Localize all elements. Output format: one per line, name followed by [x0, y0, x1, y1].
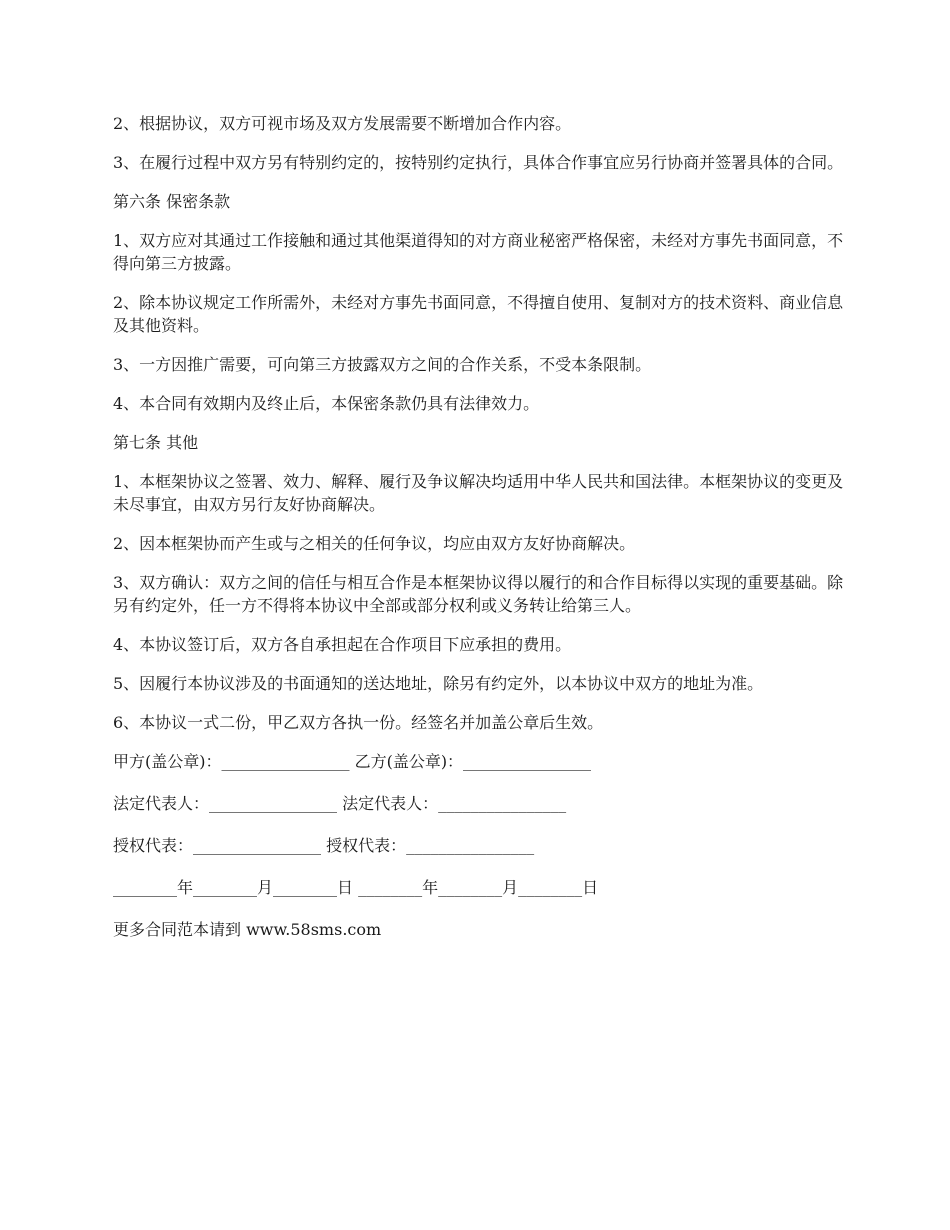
clause-6-item-2: 2、除本协议规定工作所需外，未经对方事先书面同意，不得擅自使用、复制对方的技术资料、商业信息及其他资料。 [113, 293, 844, 335]
signature-line-party-seal: 甲方(盖公章)：________________ 乙方(盖公章)：________________ [113, 752, 592, 771]
clause-7-item-6: 6、本协议一式二份，甲乙双方各执一份。经签名并加盖公章后生效。 [113, 713, 604, 732]
clause-7-item-3: 3、双方确认：双方之间的信任与相互合作是本框架协议得以履行的和合作目标得以实现的重要基础。除另有约定外，任一方不得将本协议中全部或部分权利或义务转让给第三人。 [113, 573, 844, 615]
clause-5-item-2: 2、根据协议，双方可视市场及双方发展需要不断增加合作内容。 [113, 114, 572, 133]
clause-7-item-4: 4、本协议签订后，双方各自承担起在合作项目下应承担的费用。 [113, 635, 572, 654]
footer-note: 更多合同范本请到 www.58sms.com [113, 920, 382, 939]
section-heading-article-7: 第七条 其他 [113, 433, 199, 452]
signature-line-authorized-rep: 授权代表：________________ 授权代表：________________ [113, 836, 535, 855]
clause-7-item-1: 1、本框架协议之签署、效力、解释、履行及争议解决均适用中华人民共和国法律。本框架协议的变更及未尽事宜，由双方另行友好协商解决。 [113, 472, 844, 514]
section-heading-article-6: 第六条 保密条款 [113, 192, 231, 211]
clause-7-item-5: 5、因履行本协议涉及的书面通知的送达地址，除另有约定外，以本协议中双方的地址为准。 [113, 674, 764, 693]
signature-line-date: ________年________月________日 ________年________月________日 [113, 878, 599, 897]
clause-6-item-3: 3、一方因推广需要，可向第三方披露双方之间的合作关系，不受本条限制。 [113, 355, 652, 374]
clause-7-item-2: 2、因本框架协而产生或与之相关的任何争议，均应由双方友好协商解决。 [113, 534, 636, 553]
clause-6-item-1: 1、双方应对其通过工作接触和通过其他渠道得知的对方商业秘密严格保密，未经对方事先书面同意，不得向第三方披露。 [113, 231, 844, 273]
clause-5-item-3: 3、在履行过程中双方另有特别约定的，按特别约定执行，具体合作事宜应另行协商并签署具体的合同。 [113, 153, 844, 172]
clause-6-item-4: 4、本合同有效期内及终止后，本保密条款仍具有法律效力。 [113, 394, 540, 413]
signature-line-legal-rep: 法定代表人：________________ 法定代表人：________________ [113, 794, 567, 813]
